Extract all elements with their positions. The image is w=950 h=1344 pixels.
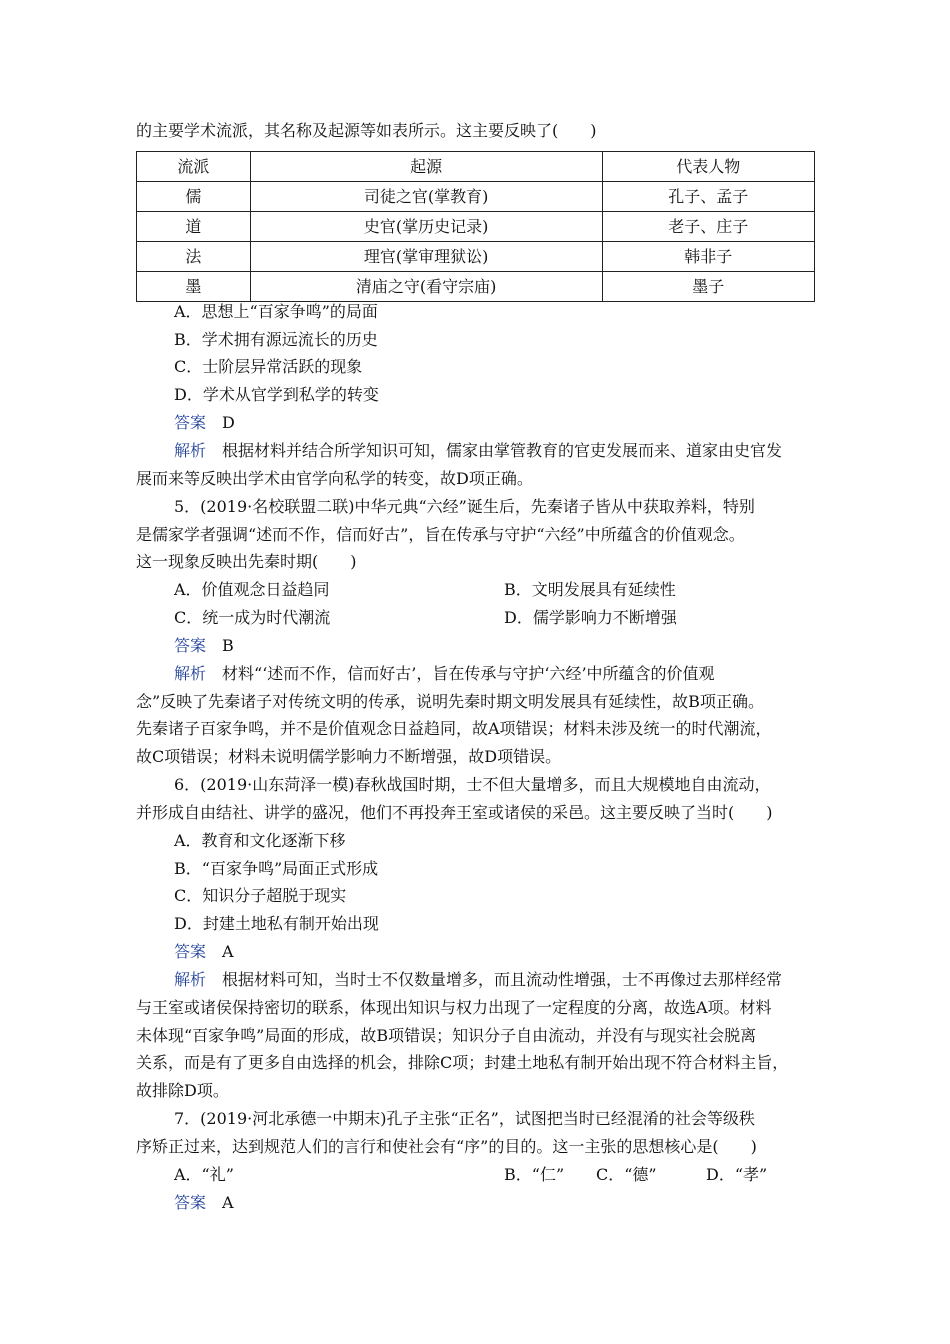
q6-analysis-line: 关系，而是有了更多自由选择的机会，排除C项；封建土地私有制开始出现不符合材料主旨， <box>136 1053 789 1072</box>
answer-label: 答案 <box>174 942 207 961</box>
table-cell: 清庙之守(看守宗庙) <box>250 272 602 302</box>
q4-analysis-line <box>174 441 782 461</box>
analysis-text: 根据材料可知，当时士不仅数量增多，而且流动性增强，士不再像过去那样经常 <box>222 970 783 989</box>
table-cell: 老子、庄子 <box>602 212 814 242</box>
q6-stem-line: 6．(2019·山东菏泽一模)春秋战国时期，士不但大量增多，而且大规模地自由流动， <box>174 775 771 794</box>
analysis-text: 材料“‘述而不作，信而好古’，旨在传承与守护‘六经’中所蕴含的价值观 <box>222 664 715 683</box>
answer-label: 答案 <box>174 636 207 655</box>
table-cell: 法 <box>137 242 251 272</box>
q7-option-b: B．“仁” <box>504 1165 565 1184</box>
table-cell: 墨 <box>137 272 251 302</box>
table-row <box>137 272 815 302</box>
analysis-label: 解析 <box>174 970 207 989</box>
q5-analysis-line: 先秦诸子百家争鸣，并不是价值观念日益趋同，故A项错误；材料未涉及统一的时代潮流， <box>136 719 772 738</box>
table-header-row <box>137 152 815 182</box>
answer-value: A <box>222 1193 234 1212</box>
table-cell: 墨子 <box>602 272 814 302</box>
table-cell: 道 <box>137 212 251 242</box>
q6-option-a: A．教育和文化逐渐下移 <box>174 831 346 850</box>
table-cell: 理官(掌审理狱讼) <box>250 242 602 272</box>
q4-option-b: B．学术拥有源远流长的历史 <box>174 330 378 349</box>
q5-analysis-line: 故C项错误；材料未说明儒学影响力不断增强，故D项错误。 <box>136 747 562 766</box>
table-row <box>137 242 815 272</box>
q5-answer <box>174 636 234 656</box>
q7-option-c: C．“德” <box>596 1165 657 1184</box>
intro-text: 的主要学术流派，其名称及起源等如表所示。这主要反映了( ) <box>136 121 597 140</box>
answer-label: 答案 <box>174 413 207 432</box>
q4-answer <box>174 413 235 433</box>
q6-analysis-line <box>174 970 782 990</box>
table-cell: 史官(掌历史记录) <box>250 212 602 242</box>
q5-analysis-line <box>174 664 715 684</box>
q4-analysis-line: 展而来等反映出学术由官学向私学的转变，故D项正确。 <box>136 469 533 488</box>
table-header: 流派 <box>137 152 251 182</box>
table-header: 起源 <box>250 152 602 182</box>
q5-stem-line: 这一现象反映出先秦时期( ) <box>136 552 357 571</box>
q5-option-b: B．文明发展具有延续性 <box>504 580 676 599</box>
table-header: 代表人物 <box>602 152 814 182</box>
table-cell: 韩非子 <box>602 242 814 272</box>
q6-option-c: C．知识分子超脱于现实 <box>174 886 347 905</box>
q7-stem-line: 序矫正过来，达到规范人们的言行和使社会有“序”的目的。这一主张的思想核心是( ) <box>136 1137 757 1156</box>
answer-value: A <box>222 942 234 961</box>
answer-label: 答案 <box>174 1193 207 1212</box>
q6-analysis-line: 与王室或诸侯保持密切的联系，体现出知识与权力出现了一定程度的分离，故选A项。材料 <box>136 998 772 1017</box>
q5-stem-line: 5．(2019·名校联盟二联)中华元典“六经”诞生后，先秦诸子皆从中获取养料，特别 <box>174 497 755 516</box>
table-row <box>137 212 815 242</box>
q6-answer <box>174 942 234 962</box>
q4-option-d: D．学术从官学到私学的转变 <box>174 385 379 404</box>
table-cell: 司徒之官(掌教育) <box>250 182 602 212</box>
q6-stem-line: 并形成自由结社、讲学的盛况，他们不再投奔王室或诸侯的采邑。这主要反映了当时( ) <box>136 803 773 822</box>
q5-stem-line: 是儒家学者强调“述而不作，信而好古”，旨在传承与守护“六经”中所蕴含的价值观念。 <box>136 525 745 544</box>
analysis-text: 根据材料并结合所学知识可知，儒家由掌管教育的官吏发展而来、道家由史官发 <box>222 441 783 460</box>
q4-option-a: A．思想上“百家争鸣”的局面 <box>174 302 378 321</box>
table-cell: 孔子、孟子 <box>602 182 814 212</box>
q7-stem-line: 7．(2019·河北承德一中期末)孔子主张“正名”，试图把当时已经混淆的社会等级秩 <box>174 1109 755 1128</box>
answer-value: B <box>222 636 234 655</box>
q6-analysis-line: 未体现“百家争鸣”局面的形成，故B项错误；知识分子自由流动，并没有与现实社会脱离 <box>136 1026 757 1045</box>
q4-option-c: C．士阶层异常活跃的现象 <box>174 357 363 376</box>
q7-option-a: A．“礼” <box>174 1165 234 1184</box>
schools-table <box>136 151 815 302</box>
q7-option-d: D．“孝” <box>706 1165 768 1184</box>
q5-option-c: C．统一成为时代潮流 <box>174 608 331 627</box>
answer-value: D <box>222 413 235 432</box>
analysis-label: 解析 <box>174 664 207 683</box>
analysis-label: 解析 <box>174 441 207 460</box>
q7-answer <box>174 1193 234 1213</box>
q6-option-d: D．封建土地私有制开始出现 <box>174 914 379 933</box>
table-row <box>137 182 815 212</box>
q5-option-a: A．价值观念日益趋同 <box>174 580 330 599</box>
table-cell: 儒 <box>137 182 251 212</box>
q5-option-d: D．儒学影响力不断增强 <box>504 608 677 627</box>
q5-analysis-line: 念”反映了先秦诸子对传统文明的传承，说明先秦时期文明发展具有延续性，故B项正确。 <box>136 692 764 711</box>
q6-option-b: B．“百家争鸣”局面正式形成 <box>174 859 379 878</box>
q6-analysis-line: 故排除D项。 <box>136 1081 229 1100</box>
